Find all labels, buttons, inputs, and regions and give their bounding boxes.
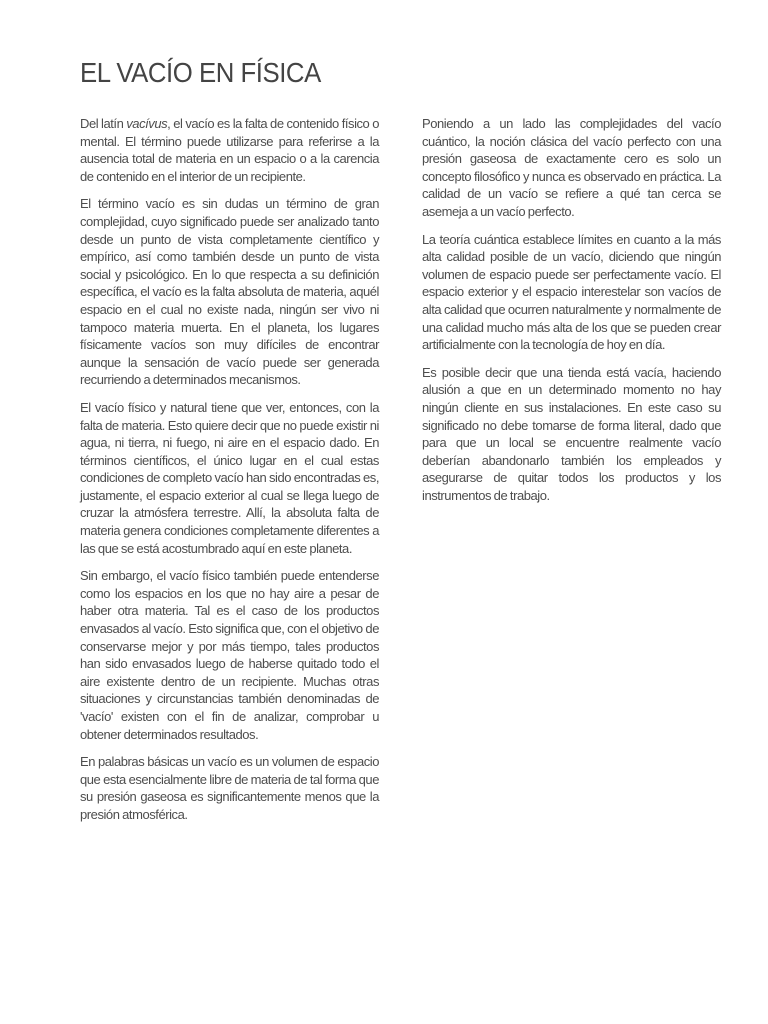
- page-title: EL VACÍO EN FÍSICA: [80, 57, 321, 88]
- paragraph-definition-start: Del latín: [80, 116, 127, 131]
- paragraph-physical-vacuum: El vacío físico y natural tiene que ver, entonces, con la falta de materia. Esto quiere decir que no puede existir ni agua, ni tierra, ni fuego, ni aire en el espacio dado. En términos científicos, el único lugar en el cual estas condiciones de completo vacío han sido encontradas es, justamente, el espacio exterior al cual se llega luego de cruzar la atmósfera terrestre. Allí, la absoluta falta de materia genera condiciones completamente diferentes a las que se está acostumbrado aquí en este planeta.: [80, 399, 379, 556]
- latin-term: vacívus: [126, 116, 168, 131]
- paragraph-complexity: El término vacío es sin dudas un término de gran complejidad, cuyo significado puede ser analizado tanto desde un punto de vista completamente científico y empírico, así como también desde un punto de vista social y psicológico. En lo que respecta a su definición específica, el vacío es la falta absoluta de materia, aquél espacio en el cual no existe nada, ningún ser vivo ni tampoco materia muerta. En el planeta, los lugares físicamente vacíos son muy difíciles de encontrar aunque la sensación de vacío puede ser generada recurriendo a determinados mecanismos.: [80, 196, 379, 388]
- paragraph-quantum-theory: La teoría cuántica establece límites en cuanto a la más alta calidad posible de un vacío, diciendo que ningún volumen de espacio puede ser perfectamente vacío. El espacio exterior y el espacio interestelar son vacíos de alta calidad que ocurren naturalmente y normalmente de una calidad mucho más alta de los que se pueden crear artificialmente con la tecnología de hoy en día.: [422, 231, 721, 353]
- paragraph-definition: [80, 115, 379, 185]
- paragraph-basic-definition: En palabras básicas un vacío es un volumen de espacio que esta esencialmente libre de materia de tal forma que su presión gaseosa es significantemente menos que la presión atmosférica.: [80, 754, 379, 822]
- right-column: [422, 115, 721, 514]
- left-column: [80, 115, 379, 834]
- paragraph-perfect-vacuum: Poniendo a un lado las complejidades del vacío cuántico, la noción clásica del vacío perfecto con una presión gaseosa de exactamente cero es solo un concepto filosófico y nunca es observado en práctica. La calidad de un vacío se refiere a qué tan cerca se asemeja a un vacío perfecto.: [422, 116, 721, 219]
- paragraph-vacuum-packaging: Sin embargo, el vacío físico también puede entenderse como los espacios en los que no hay aire a pesar de haber otra materia. Tal es el caso de los productos envasados al vacío. Esto significa que, con el objetivo de conservarse mejor y por más tiempo, tales productos han sido envasados luego de haberse quitado todo el aire existente dentro de un recipiente. Muchas otras situaciones y circunstancias también denominadas de 'vacío' existen con el fin de analizar, comprobar u obtener determinados resultados.: [80, 568, 379, 742]
- paragraph-definition-rest: , el vacío es la falta de contenido físico o mental. El término puede utilizarse para referirse a la ausencia total de materia en un espacio o a la carencia de contenido en el interior de un recipiente.: [80, 116, 379, 184]
- paragraph-empty-store: Es posible decir que una tienda está vacía, haciendo alusión a que en un determinado momento no hay ningún cliente en sus instalaciones. En este caso su significado no debe tomarse de forma literal, dado que para que un local se encuentre realmente vacío deberían abandonarlo también los empleados y asegurarse de quitar todos los productos y los instrumentos de trabajo.: [422, 364, 721, 503]
